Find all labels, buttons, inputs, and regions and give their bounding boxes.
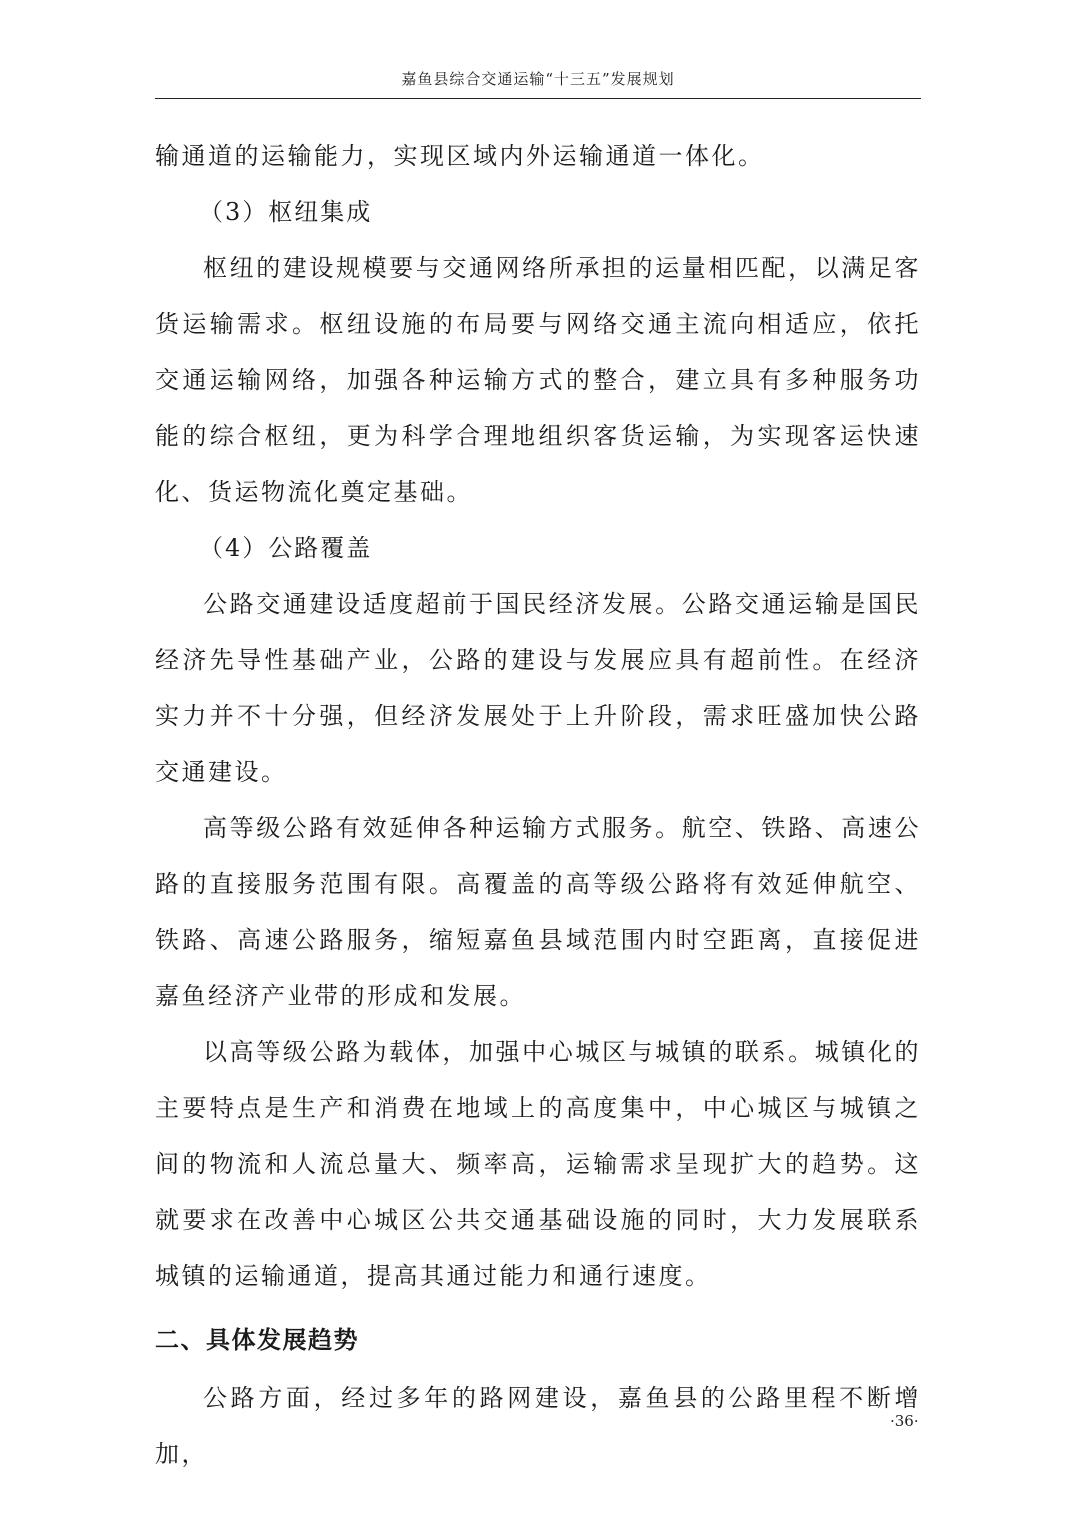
paragraph-highway-development: 公路交通建设适度超前于国民经济发展。公路交通运输是国民经济先导性基础产业，公路的建设与发展应具有超前性。在经济实力并不十分强，但经济发展处于上升阶段，需求旺盛加快公路交通建设。: [155, 590, 921, 786]
subheading-hub-integration: （3）枢纽集成: [199, 198, 373, 226]
section-heading-trends: 二、具体发展趋势: [155, 1326, 359, 1354]
header-divider: [155, 98, 921, 99]
document-body: [155, 128, 921, 1482]
paragraph-road-mileage: 公路方面，经过多年的路网建设，嘉鱼县的公路里程不断增加，: [155, 1384, 921, 1468]
paragraph-highway-extension: 高等级公路有效延伸各种运输方式服务。航空、铁路、高速公路的直接服务范围有限。高覆盖的高等级公路将有效延伸航空、铁路、高速公路服务，缩短嘉鱼县域范围内时空距离，直接促进嘉鱼经济产业带的形成和发展。: [155, 814, 921, 1010]
paragraph-continuation: 输通道的运输能力，实现区域内外运输通道一体化。: [155, 142, 765, 170]
page-number: ·36·: [890, 1412, 919, 1430]
paragraph-urban-link: 以高等级公路为载体，加强中心城区与城镇的联系。城镇化的主要特点是生产和消费在地域上的高度集中，中心城区与城镇之间的物流和人流总量大、频率高，运输需求呈现扩大的趋势。这就要求在改善中心城区公共交通基础设施的同时，大力发展联系城镇的运输通道，提高其通过能力和通行速度。: [155, 1038, 921, 1290]
paragraph-hub: 枢纽的建设规模要与交通网络所承担的运量相匹配，以满足客货运输需求。枢纽设施的布局要与网络交通主流向相适应，依托交通运输网络，加强各种运输方式的整合，建立具有多种服务功能的综合枢纽，更为科学合理地组织客货运输，为实现客运快速化、货运物流化奠定基础。: [155, 254, 921, 506]
subheading-highway-coverage: （4）公路覆盖: [199, 534, 373, 562]
page-header-title: 嘉鱼县综合交通运输“十三五”发展规划: [401, 70, 675, 88]
